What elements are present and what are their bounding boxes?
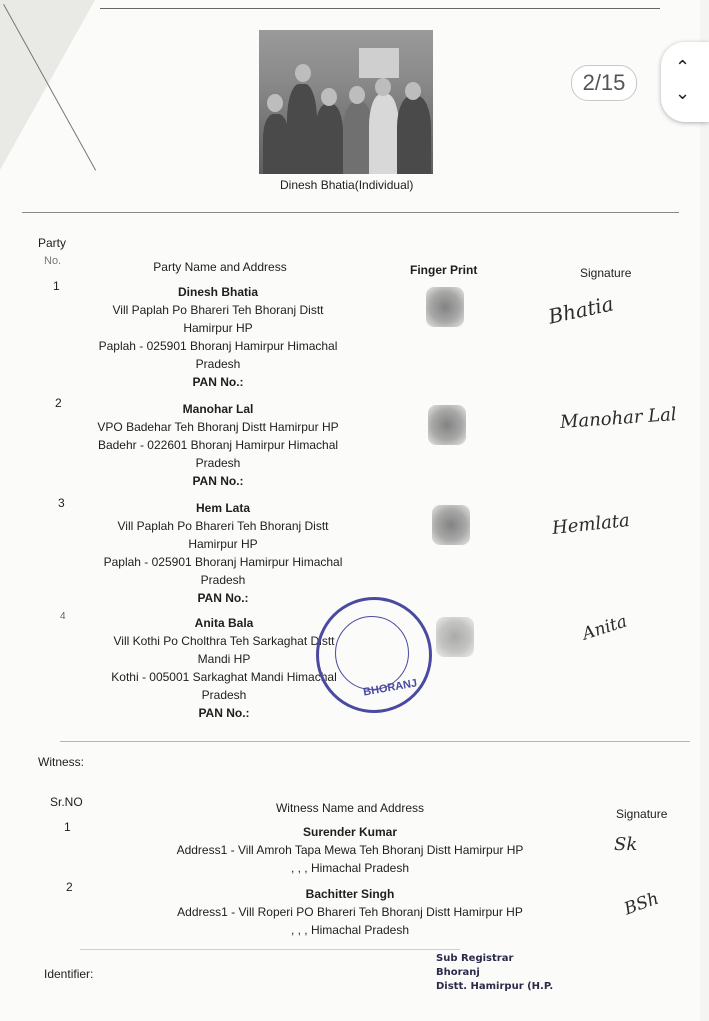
party-number: 1 <box>53 279 60 293</box>
party-no-header-line1: Party <box>38 236 67 250</box>
witness-address: Surender Kumar Address1 - Vill Amroh Tapa Mewa Teh Bhoranj Distt Hamirpur HP , , , Himachal Pradesh <box>176 825 524 875</box>
fingerprint-mark <box>426 287 464 327</box>
fingerprint-mark <box>432 505 470 545</box>
page-navigation <box>661 42 709 122</box>
party-number: 4 <box>60 611 66 622</box>
witness-signature: BSh <box>621 888 662 920</box>
party-photo <box>259 30 433 174</box>
registrar-seal: BHORANJ <box>316 597 432 713</box>
party-signature: Anita <box>580 611 630 645</box>
section-divider <box>60 741 690 742</box>
fingerprint-mark <box>428 405 466 445</box>
witness-number: 2 <box>66 880 73 894</box>
witness-name-header: Witness Name and Address <box>275 801 425 815</box>
section-divider <box>80 949 460 950</box>
page-indicator: 2/15 <box>571 65 637 101</box>
witness-number: 1 <box>64 820 71 834</box>
top-rule <box>100 8 660 9</box>
party-number: 3 <box>58 496 65 510</box>
party-address: Dinesh Bhatia Vill Paplah Po Bhareri Teh Bhoranj Distt Hamirpur HP Paplah - 025901 Bhoranj Hamirpur Himachal Pradesh PAN No.: <box>98 285 338 389</box>
finger-print-header: Finger Print <box>410 263 478 277</box>
party-address: Manohar Lal VPO Badehar Teh Bhoranj Distt Hamirpur HP Badehr - 022601 Bhoranj Hamirpur Himachal Pradesh PAN No.: <box>97 402 339 488</box>
signature-header: Signature <box>580 266 632 280</box>
name-address-header: Party Name and Address <box>153 260 287 274</box>
party-no-header-line2: No. <box>44 255 62 267</box>
party-signature: Hemlata <box>551 509 631 540</box>
witness-srno-header: Sr.NO <box>50 795 83 809</box>
party-address: Hem Lata Vill Paplah Po Bhareri Teh Bhoranj Distt Hamirpur HP Paplah - 025901 Bhoranj Hamirpur Himachal Pradesh PAN No.: <box>103 501 343 605</box>
witness-address: Bachitter Singh Address1 - Vill Roperi PO Bhareri Teh Bhoranj Distt Hamirpur HP , , , Himachal Pradesh <box>177 887 523 937</box>
witness-signature: Sk <box>614 834 638 855</box>
fingerprint-mark <box>436 617 474 657</box>
party-signature: Manohar Lal <box>559 403 678 434</box>
witness-label: Witness: <box>38 755 85 769</box>
next-page-button[interactable]: ⌄ <box>675 83 691 103</box>
witness-signature-header: Signature <box>616 807 668 821</box>
party-signature: Bhatia <box>546 291 616 329</box>
party-address: Anita Bala Vill Kothi Po Cholthra Teh Sarkaghat Distt Mandi HP Kothi - 005001 Sarkaghat Mandi Himachal Pradesh PAN No.: <box>111 616 337 720</box>
party-number: 2 <box>55 396 62 410</box>
identifier-label: Identifier: <box>44 967 94 981</box>
previous-page-button[interactable]: ⌃ <box>675 57 691 77</box>
photo-caption: Dinesh Bhatia(Individual) <box>280 178 414 192</box>
sub-registrar-stamp: Sub Registrar Bhoranj Distt. Hamirpur (H.P. <box>436 953 554 992</box>
